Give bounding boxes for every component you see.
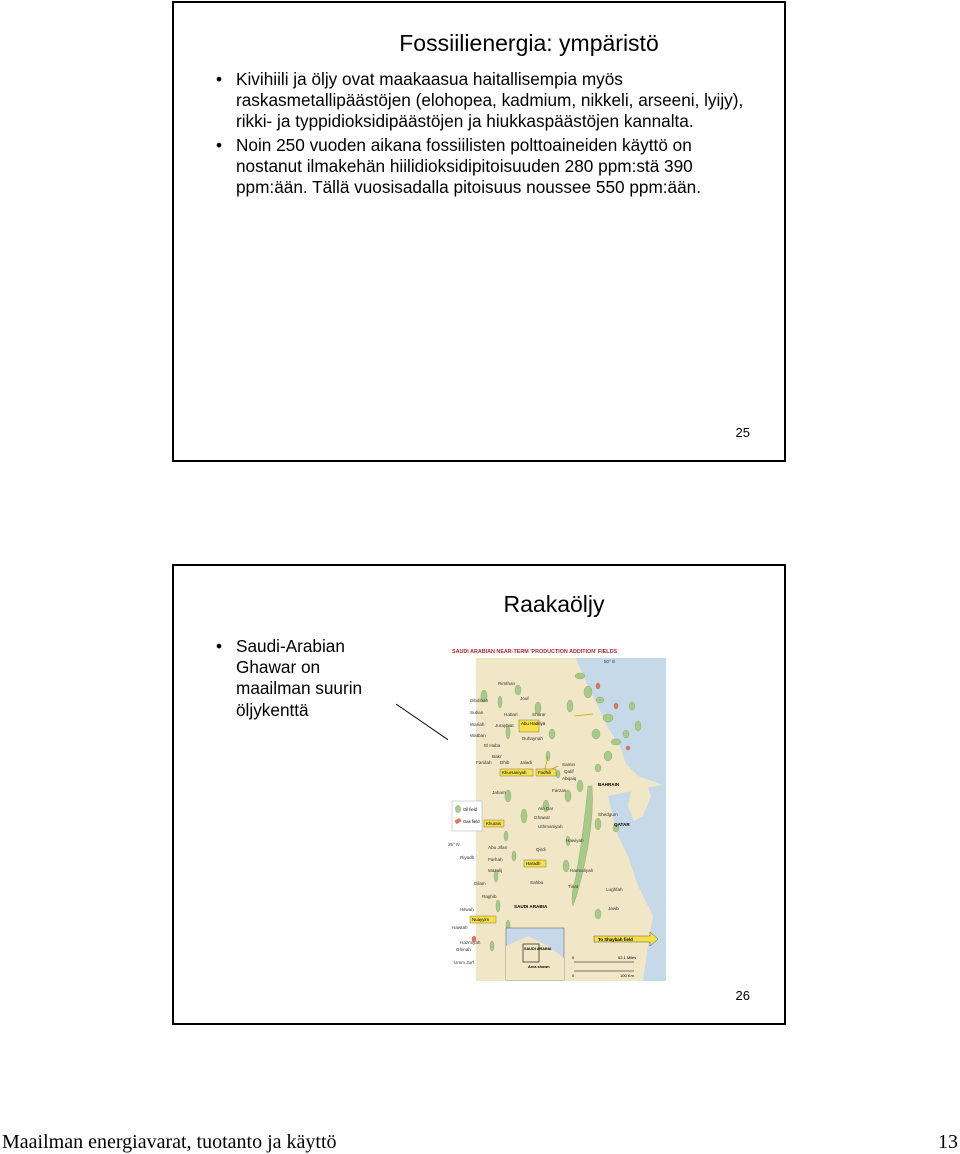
map-label: Watban [470, 733, 486, 738]
map-label: Jouf [520, 696, 529, 701]
map-title: SAUDI ARABIAN NEAR-TERM 'PRODUCTION ADDITION' FIELDS [452, 649, 618, 655]
map-label: Habari [504, 712, 518, 717]
map-label: Bakr [492, 754, 502, 759]
slide-title: Raakaöljy [503, 591, 605, 617]
map-label: Dilam [474, 881, 486, 886]
oil-fields-map [448, 646, 666, 981]
map-label: Fadhili [538, 770, 551, 775]
map-label: Dhib [500, 760, 510, 765]
map-label: Harmaliyah [570, 868, 594, 873]
bullet-item [214, 135, 754, 199]
slide-page-number: 26 [735, 988, 750, 1003]
inset-label: SAUDI ARABIA [524, 947, 552, 951]
map-label: Hazmiyah [460, 940, 481, 945]
map-label: Wariah [470, 722, 485, 727]
bullet-item [214, 69, 754, 133]
map-label: Ghawar [534, 815, 551, 820]
bullet-dot-icon: • [216, 69, 223, 89]
bullet-dot-icon: • [216, 134, 223, 155]
map-label: 25° N [448, 842, 460, 847]
bullet-text: Noin 250 vuoden aikana fossiilisten polttoaineiden käyttö on nostanut ilmakehän hiilidioksidipitoisuuden 280 ppm:stä 390 ppm:ään. Tällä vuosisadalla pitoisuus noussee 550 ppm:ään. [236, 134, 702, 198]
bullet-list [214, 69, 754, 200]
inset-label: Area shown [528, 965, 550, 969]
map-label: Hilwah [460, 907, 474, 912]
bullet-dot-icon: • [216, 636, 223, 656]
map-label: Ghinah [456, 947, 471, 952]
map-label: Qatif [564, 769, 574, 774]
map-label: Hawtah [452, 925, 468, 930]
map-label: Suban [470, 710, 484, 715]
scale-label: 100 Km [620, 973, 634, 978]
map-label: Faridah [476, 760, 492, 765]
map-label: Abqaiq [562, 776, 577, 781]
scale-label: 0 [572, 955, 575, 960]
map-label: El Haba [484, 743, 501, 748]
map-label: Khursaniyah [502, 770, 527, 775]
map-label: Sharar [532, 712, 546, 717]
map-label: Abu Hadriya [521, 721, 546, 726]
map-label: Duhaynah [522, 736, 543, 741]
map-label: Haradh [526, 861, 541, 866]
map-label: Farhah [488, 857, 503, 862]
map-legend [452, 801, 482, 831]
map-label: Qirdi [536, 847, 546, 852]
map-label: Rimthan [498, 681, 516, 686]
legend-label: Oil field [463, 807, 477, 812]
slide-page-number: 25 [735, 425, 750, 440]
slide-title: Fossiilienergia: ympäristö [399, 30, 659, 56]
arrow-label: To Shaybah field [598, 937, 633, 942]
map-label: Dibdibah [470, 698, 489, 703]
map-label: Farzan [552, 788, 567, 793]
map-label: 50° E [604, 659, 616, 664]
map-label: Jawb [608, 906, 619, 911]
map-label: Juraybiat [495, 723, 514, 728]
map-label: Ain Dar [538, 806, 554, 811]
footer-title: Maailman energiavarat, tuotanto ja käyttö [2, 1131, 337, 1153]
map-label: Mazalij [488, 868, 503, 873]
map-label: Shedgum [598, 812, 618, 817]
map-label: Umm Jurf [454, 960, 474, 965]
map-label: Riyadh [460, 855, 475, 860]
map-label: Uthmaniyah [538, 824, 563, 829]
map-label: Khurais [486, 821, 501, 826]
map-label: SAUDI ARABIA [514, 904, 548, 909]
map-label: Lughfah [606, 887, 623, 892]
scale-label: 0 [572, 973, 575, 978]
inset-map [506, 928, 564, 980]
map-label: Jaladi [520, 760, 533, 765]
map-label: Raghib [482, 894, 497, 899]
slide-25 [172, 1, 786, 462]
map-label: Jaham [492, 790, 506, 795]
map-label: BAHRAIN [598, 782, 620, 787]
legend-label: Gas field [463, 819, 480, 824]
footer-page-number: 13 [938, 1131, 958, 1153]
bullet-text: Saudi-Arabian Ghawar on maailman suurin öljykenttä [236, 636, 363, 720]
slide-26 [172, 564, 786, 1025]
map-label: Samin [562, 762, 576, 767]
bullet-text: Kivihiili ja öljy ovat maakaasua haitallisempia myös raskasmetallipäästöjen (elohopea, kadmium, nikkeli, arseeni, lyijy), rikki- ja typpidioksidipäästöjen ja hiukkaspäästöjen kannalta. [236, 69, 744, 132]
map-label: Abu Jifan [488, 845, 508, 850]
map-label: Tinat [568, 884, 579, 889]
map-label: Nuayyim [472, 917, 490, 922]
map-label: Hawiyah [566, 838, 584, 843]
scale-label: 62,1 Miles [618, 955, 637, 960]
map-label: QATAR [614, 822, 630, 827]
map-label: Sahba [530, 880, 544, 885]
